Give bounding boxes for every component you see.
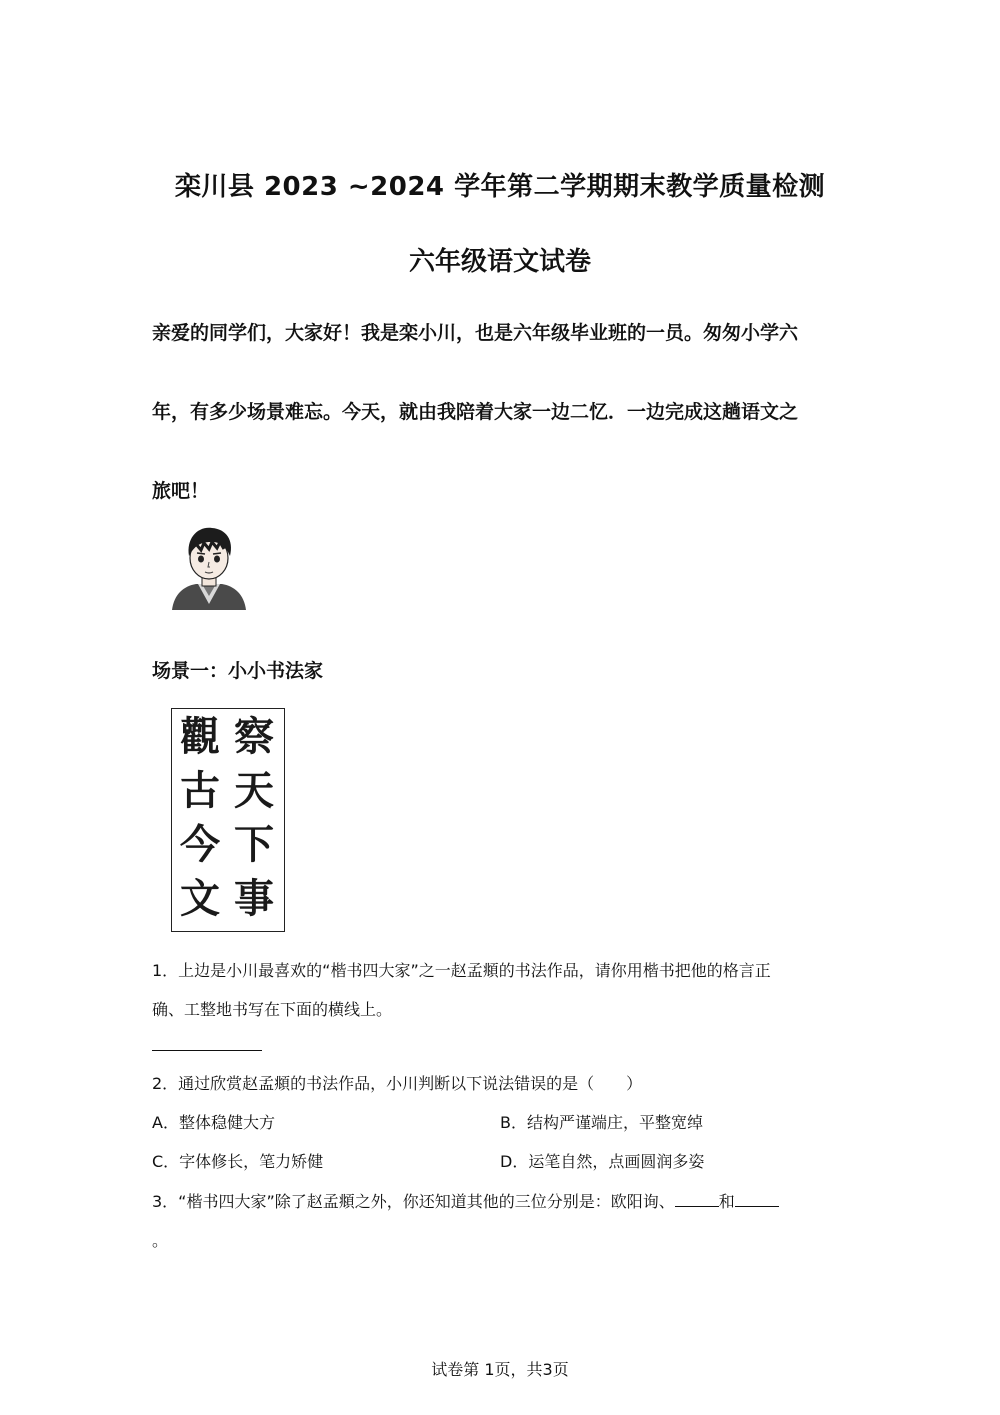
- exam-title: 栾川县 2023 ~2024 学年第二学期期末教学质量检测: [174, 172, 826, 202]
- calligraphy-char: 下: [234, 821, 274, 868]
- intro-line-3: 旅吧！: [152, 480, 210, 502]
- question-2-option-c[interactable]: C．字体修长，笔力矫健: [152, 1152, 324, 1171]
- answer-blank-2[interactable]: [735, 1192, 779, 1207]
- question-3-end-mark: 。: [152, 1231, 169, 1250]
- calligraphy-char: 察: [234, 713, 274, 760]
- question-3-and: 和: [718, 1192, 735, 1211]
- question-3: [152, 1189, 779, 1212]
- calligraphy-char: 今: [180, 821, 220, 868]
- question-1-line-1: 1．上边是小川最喜欢的“楷书四大家”之一赵孟頫的书法作品，请你用楷书把他的格言正: [152, 961, 771, 980]
- question-3-text: 3．“楷书四大家”除了赵孟頫之外，你还知道其他的三位分别是：欧阳询、: [152, 1192, 675, 1211]
- question-1-line-2: 确、工整地书写在下面的横线上。: [152, 1000, 393, 1019]
- calligraphy-char: 事: [234, 875, 274, 922]
- exam-subtitle: 六年级语文试卷: [408, 247, 591, 277]
- calligraphy-artwork: [171, 708, 285, 932]
- page-footer: 试卷第 1页，共3页: [431, 1360, 569, 1379]
- scene-1-heading: 场景一：小小书法家: [152, 660, 324, 682]
- answer-blank-1[interactable]: [675, 1192, 719, 1207]
- boy-illustration: [168, 524, 250, 610]
- calligraphy-char: 古: [180, 767, 220, 814]
- calligraphy-char: 文: [180, 875, 220, 922]
- calligraphy-char: 天: [234, 767, 274, 814]
- calligraphy-char: 觀: [180, 713, 220, 760]
- answer-line[interactable]: [152, 1050, 262, 1051]
- question-2-option-d[interactable]: D．运笔自然，点画圆润多姿: [500, 1152, 705, 1171]
- question-2-option-a[interactable]: A．整体稳健大方: [152, 1113, 275, 1132]
- intro-line-1: 亲爱的同学们，大家好！我是栾小川，也是六年级毕业班的一员。匆匆小学六: [152, 322, 799, 344]
- question-2-option-b[interactable]: B．结构严谨端庄，平整宽绰: [500, 1113, 703, 1132]
- intro-line-2: 年，有多少场景难忘。今天，就由我陪着大家一边二忆．一边完成这趟语文之: [152, 401, 799, 423]
- question-2-stem: 2．通过欣赏赵孟頫的书法作品，小川判断以下说法错误的是（ ）: [152, 1074, 643, 1093]
